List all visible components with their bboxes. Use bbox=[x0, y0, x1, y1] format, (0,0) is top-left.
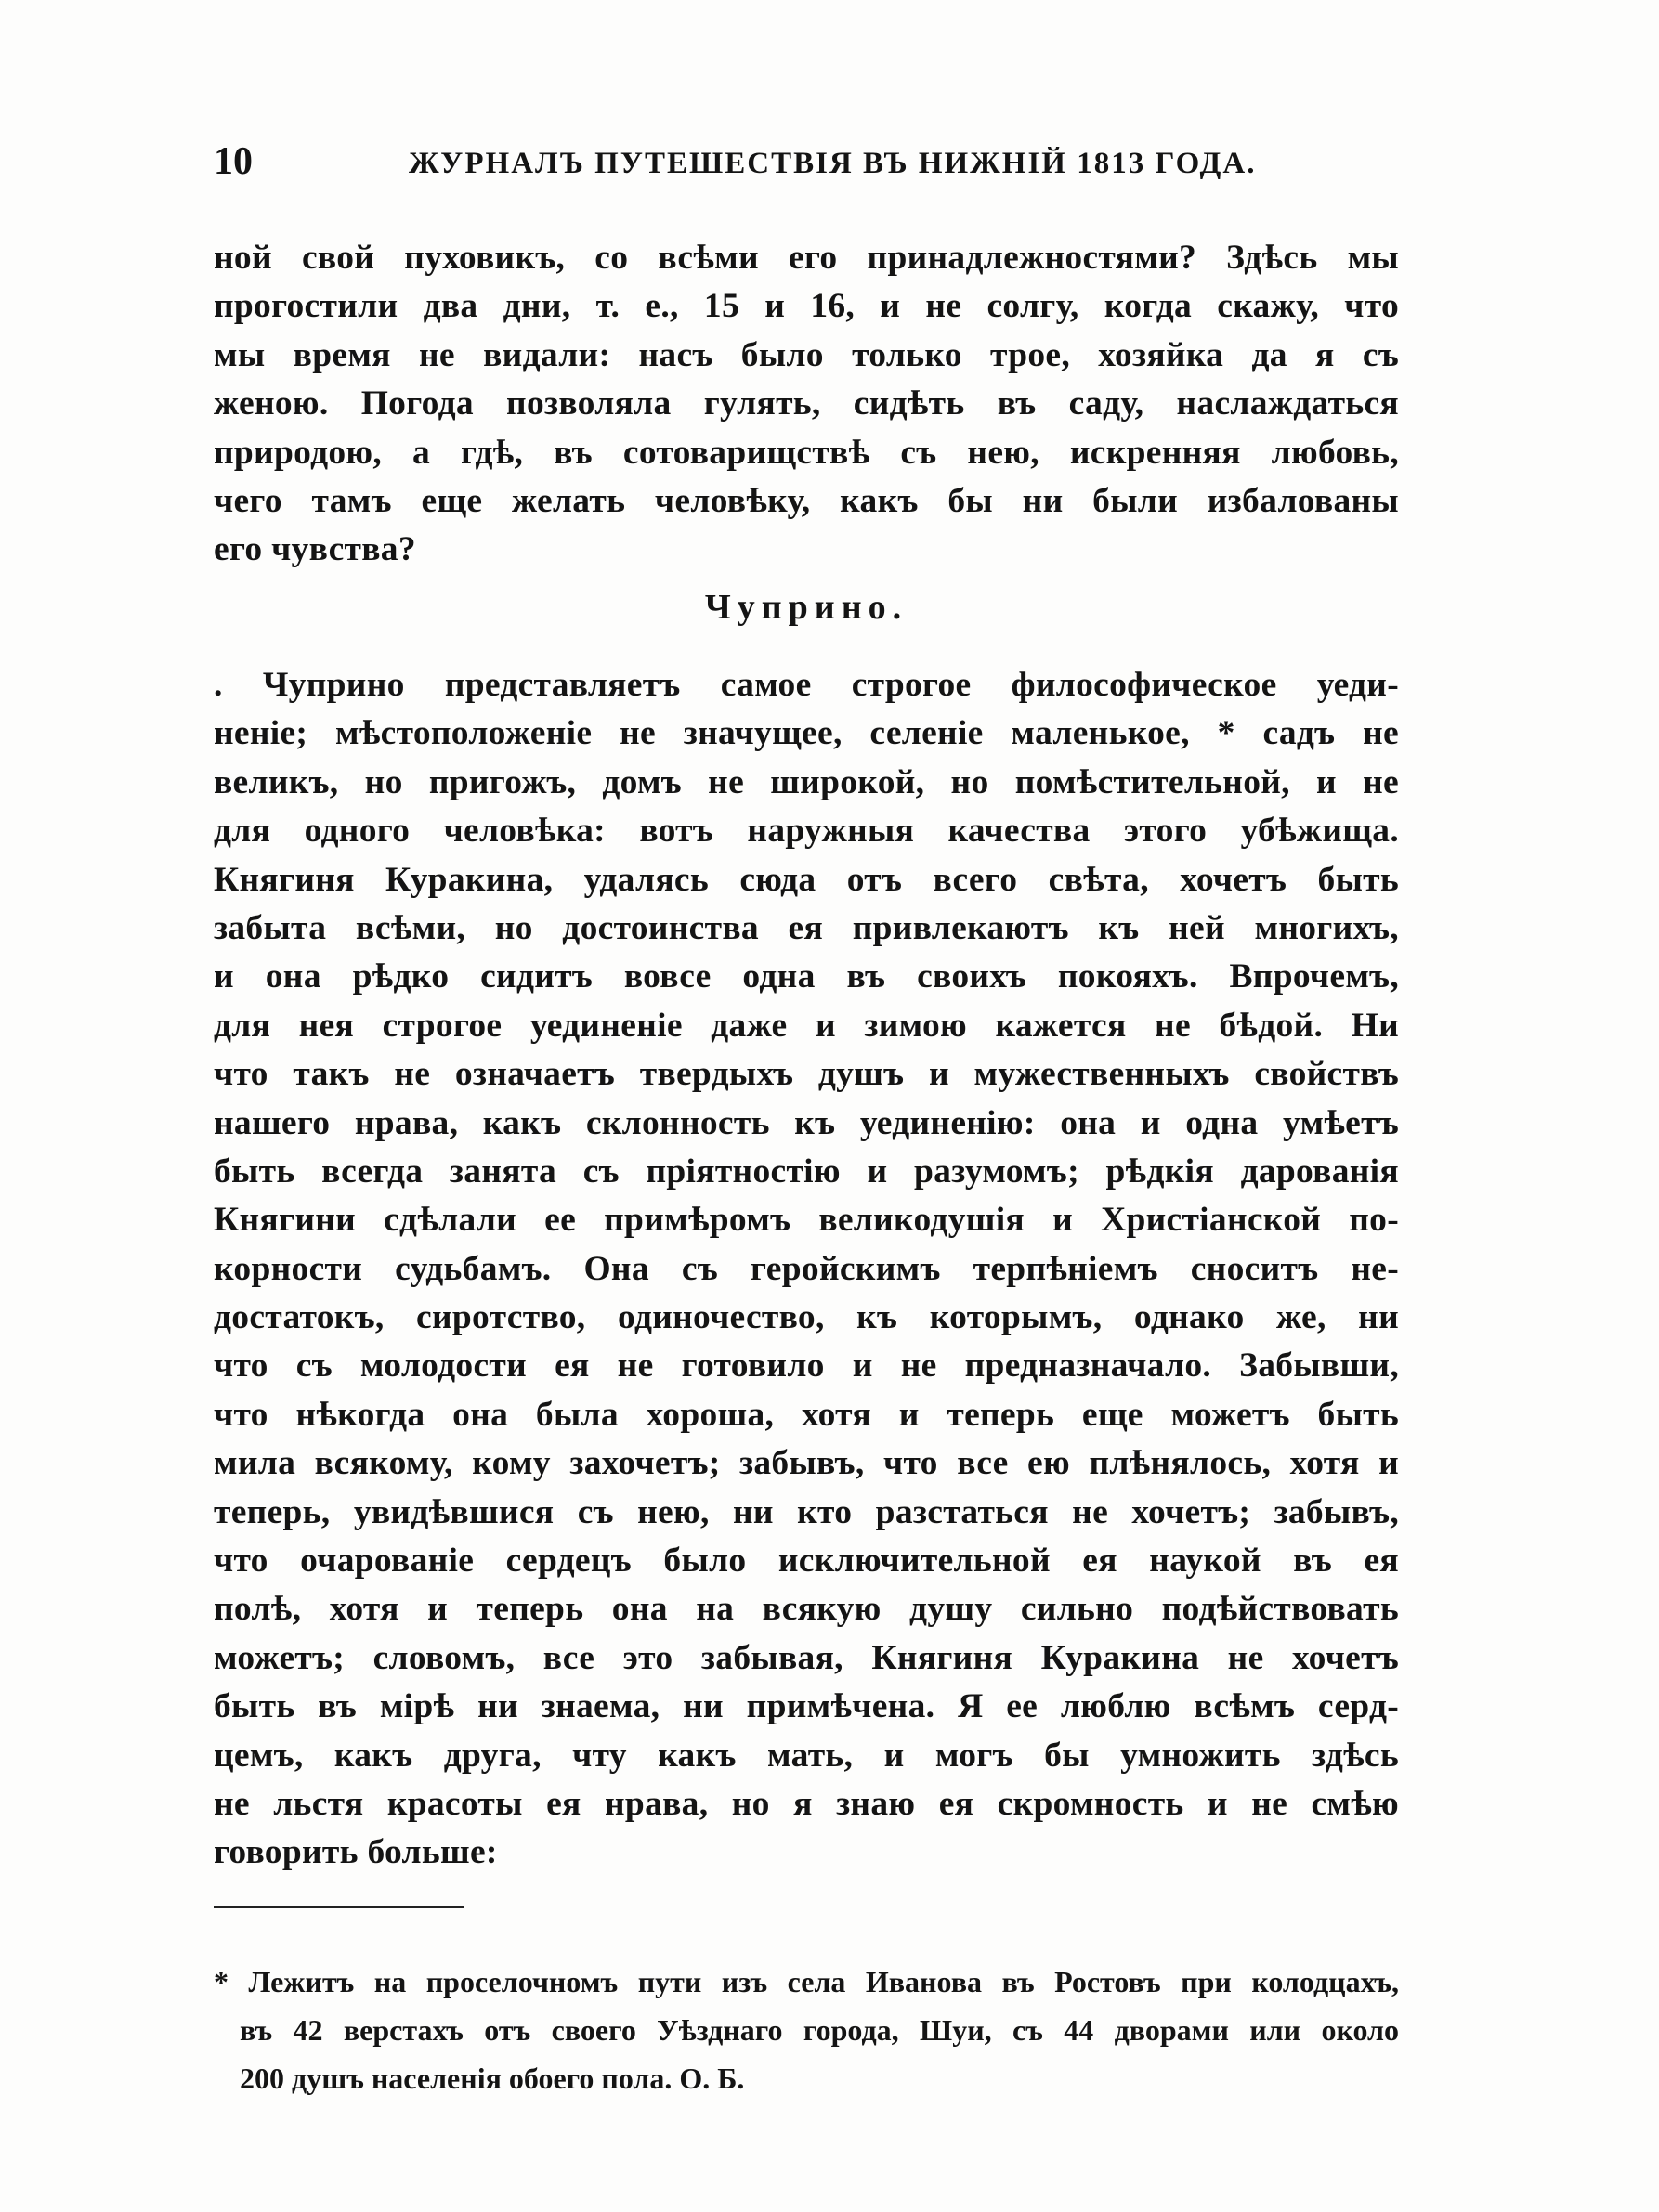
text-line: быть всегда занята съ пріятностію и разумомъ; рѣдкія дарованія bbox=[214, 1152, 1399, 1191]
paragraph-continued bbox=[214, 234, 1399, 575]
text-line: для нея строгое уединеніе даже и зимою кажется не бѣдой. Ни bbox=[214, 1006, 1399, 1045]
text-line: не льстя красоты ея нрава, но я знаю ея скромность и не смѣю bbox=[214, 1784, 1399, 1823]
text-line: Княгини сдѣлали ее примѣромъ великодушія и Христіанской по- bbox=[214, 1201, 1399, 1240]
text-line: быть въ мірѣ ни знаема, ни примѣчена. Я ее люблю всѣмъ серд- bbox=[214, 1687, 1399, 1726]
footnote-line: * Лежитъ на проселочномъ пути изъ села Иванова въ Ростовъ при колодцахъ, bbox=[214, 1965, 1399, 1998]
text-line: женою. Погода позволяла гулять, сидѣть въ саду, наслаждаться bbox=[214, 384, 1399, 423]
text-line: прогостили два дни, т. е., 15 и 16, и не солгу, когда скажу, что bbox=[214, 287, 1399, 326]
text-line: полѣ, хотя и теперь она на всякую душу сильно подѣйствовать bbox=[214, 1590, 1399, 1629]
page-header bbox=[214, 139, 1257, 195]
text-line: мы время не видали: насъ было только трое, хозяйка да я съ bbox=[214, 335, 1399, 374]
text-line: для одного человѣка: вотъ наружныя качества этого убѣжища. bbox=[214, 812, 1399, 851]
text-line: теперь, увидѣвшися съ нею, ни кто разстаться не хочетъ; забывъ, bbox=[214, 1492, 1399, 1531]
text-line: что такъ не означаетъ твердыхъ душъ и мужественныхъ свойствъ bbox=[214, 1055, 1399, 1094]
text-line: достатокъ, сиротство, одиночество, къ которымъ, однако же, ни bbox=[214, 1298, 1399, 1337]
text-line: можетъ; словомъ, все это забывая, Княгиня Куракина не хочетъ bbox=[214, 1638, 1399, 1677]
footnote-line: въ 42 верстахъ отъ своего Уѣзднаго города, Шуи, съ 44 дворами или около bbox=[240, 2013, 1399, 2047]
text-line: ной свой пуховикъ, со всѣми его принадлежностями? Здѣсь мы bbox=[214, 239, 1399, 277]
text-line: цемъ, какъ друга, чту какъ мать, и могъ бы умножить здѣсь bbox=[214, 1736, 1399, 1775]
footnote bbox=[214, 1958, 1399, 2102]
page-number: 10 bbox=[214, 140, 253, 183]
paragraph-chuprino bbox=[214, 661, 1399, 1878]
text-line: великъ, но пригожъ, домъ не широкой, но помѣстительной, и не bbox=[214, 762, 1399, 801]
text-line: его чувства? bbox=[214, 530, 416, 569]
running-title: ЖУРНАЛЪ ПУТЕШЕСТВІЯ ВЪ НИЖНІЙ 1813 ГОДА. bbox=[409, 147, 1257, 180]
section-heading: Чуприно. bbox=[704, 588, 908, 627]
text-line: . Чуприно представляетъ самое строгое философическое уеди- bbox=[214, 666, 1399, 704]
text-line: мила всякому, кому захочетъ; забывъ, что все ею плѣнялось, хотя и bbox=[214, 1444, 1399, 1483]
text-line: говорить больше: bbox=[214, 1833, 498, 1872]
text-line: корности судьбамъ. Она съ геройскимъ терпѣніемъ сноситъ не- bbox=[214, 1249, 1399, 1288]
text-line: что съ молодости ея не готовило и не предназначало. Забывши, bbox=[214, 1347, 1399, 1386]
text-line: забыта всѣми, но достоинства ея привлекаютъ къ ней многихъ, bbox=[214, 908, 1399, 947]
text-line: Княгиня Куракина, удалясь сюда отъ всего свѣта, хочетъ быть bbox=[214, 860, 1399, 899]
footnote-line: 200 душъ населенія обоего пола. О. Б. bbox=[240, 2062, 745, 2095]
text-line: что очарованіе сердецъ было исключительной ея наукой въ ея bbox=[214, 1542, 1399, 1581]
text-line: неніе; мѣстоположеніе не значущее, селеніе маленькое, * садъ не bbox=[214, 714, 1399, 753]
footnote-divider bbox=[214, 1906, 464, 1908]
text-line: чего тамъ еще желать человѣку, какъ бы ни были избалованы bbox=[214, 481, 1399, 520]
text-line: нашего нрава, какъ склонность къ уединенію: она и одна умѣетъ bbox=[214, 1103, 1399, 1142]
text-line: природою, а гдѣ, въ сотоварищствѣ съ нею, искренняя любовь, bbox=[214, 433, 1399, 472]
text-line: что нѣкогда она была хороша, хотя и теперь еще можетъ быть bbox=[214, 1395, 1399, 1434]
text-line: и она рѣдко сидитъ вовсе одна въ своихъ покояхъ. Впрочемъ, bbox=[214, 957, 1399, 996]
